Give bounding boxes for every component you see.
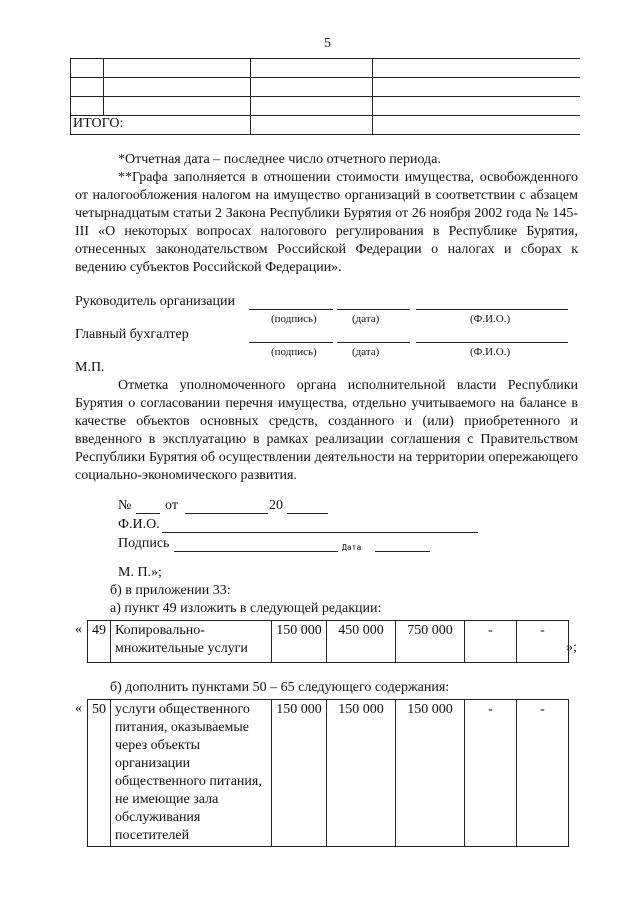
footnote-1: *Отчетная дата – последнее число отчетного периода. — [118, 152, 441, 167]
sign-caption: (подпись) — [271, 313, 317, 325]
item-b: б) в приложении 33: — [110, 583, 231, 598]
year-label: 20 — [269, 498, 283, 513]
stamp-label: М. П.»; — [118, 565, 162, 580]
sign-caption: (подпись) — [271, 346, 317, 358]
stamp-label: М.П. — [75, 360, 105, 375]
footnote-2: **Графа заполняется в отношении стоимости имущества, освобожденного от налогообложения налогом на имущество организаций в соответствии с абзацем четырнадцатым статьи 2 Закона Республики Бурятия от 26 ноября 2002 года № 145-III «О некоторых вопросах налогового регулирования в Республике Бурятия, отнесенных законодательством Российской Федерации о налогах и сборах к ведению субъектов Российской Федерации». — [75, 170, 578, 275]
quote-close: »; — [566, 640, 577, 655]
row-name: услуги общественного питания, оказываемые через объекты организации общественного питания, не имеющие зала обслуживания посетителей — [111, 700, 272, 847]
value-4: - — [465, 700, 517, 847]
value-3: 750 000 — [396, 621, 465, 663]
from-label: от — [165, 498, 178, 513]
value-5: - — [517, 700, 569, 847]
head-label: Руководитель организации — [75, 294, 235, 309]
value-1: 150 000 — [272, 621, 327, 663]
item-a: а) пункт 49 изложить в следующей редакции: — [110, 601, 382, 616]
row-name: Копировально-множительные услуги — [111, 621, 272, 663]
value-2: 450 000 — [327, 621, 396, 663]
value-2: 150 000 — [327, 700, 396, 847]
item-b2: б) дополнить пунктами 50 – 65 следующего содержания: — [110, 680, 450, 695]
date-caption: (дата) — [352, 346, 380, 358]
date-caption: (дата) — [352, 313, 380, 325]
no-label: № — [118, 498, 132, 513]
fio-caption: (Ф.И.О.) — [470, 313, 511, 325]
table-row-50 — [87, 699, 569, 847]
value-1: 150 000 — [272, 700, 327, 847]
row-number: 49 — [88, 621, 111, 663]
fio-label: Ф.И.О. — [118, 517, 160, 532]
date-label: Дата — [342, 543, 362, 552]
quote-open: « — [75, 622, 82, 637]
accountant-label: Главный бухгалтер — [75, 327, 189, 342]
footnotes — [75, 151, 578, 277]
table-row-49 — [87, 620, 569, 663]
row-number: 50 — [88, 700, 111, 847]
mark-paragraph: Отметка уполномоченного органа исполнительной власти Республики Бурятия о согласовании перечня имущества, отдельно учитываемого на балансе в качестве объектов основных средств, созданного и (или) приобретенного и введенного в эксплуатацию в рамках реализации соглашения с Правительством Республики Бурятия об осуществлении деятельности на территории опережающего социально-экономического развития. — [75, 378, 578, 483]
quote-open: « — [75, 701, 82, 716]
page-number: 5 — [324, 36, 331, 51]
sign-label: Подпись — [118, 536, 170, 551]
value-4: - — [465, 621, 517, 663]
fio-caption: (Ф.И.О.) — [470, 346, 511, 358]
value-3: 150 000 — [396, 700, 465, 847]
total-label: ИТОГО: — [73, 116, 124, 131]
value-5: - — [517, 621, 569, 663]
